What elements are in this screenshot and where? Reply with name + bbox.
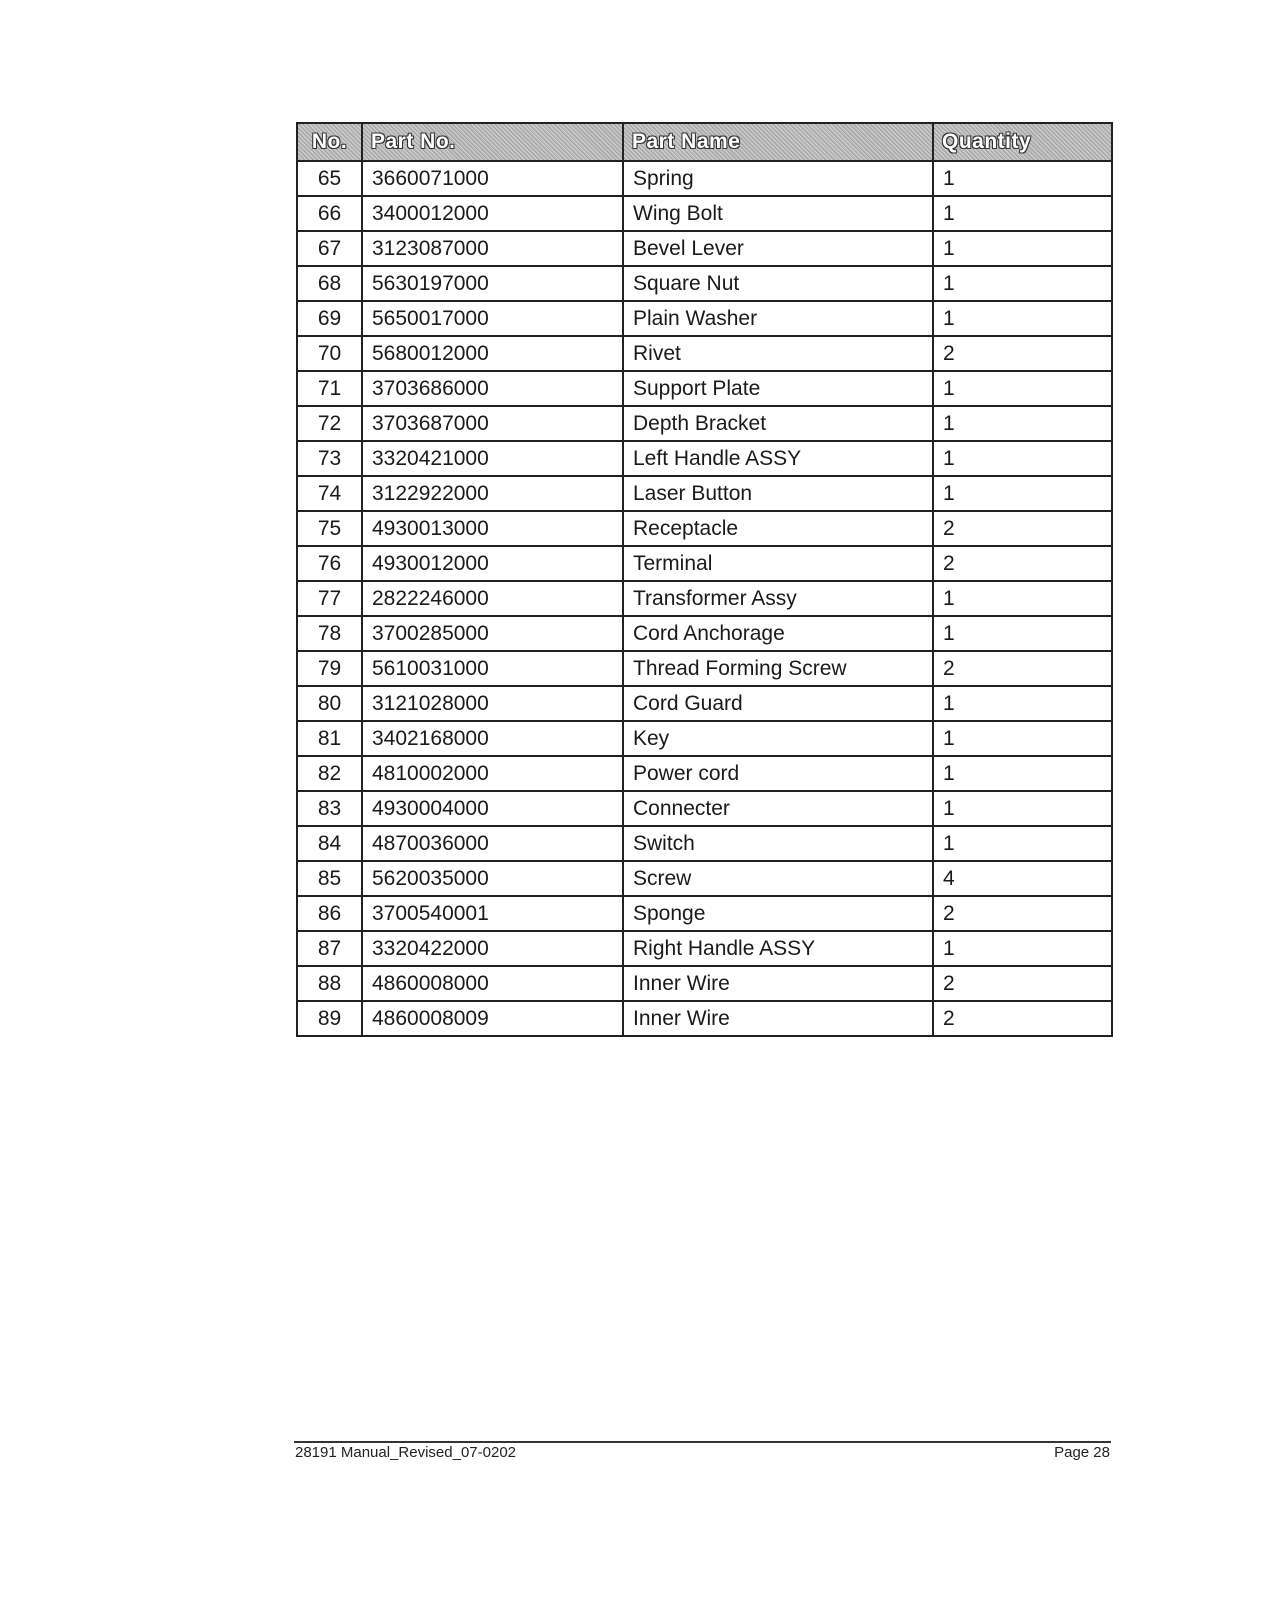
cell-quantity: 1 (933, 371, 1112, 406)
table-row (297, 371, 1112, 406)
cell-part-name: Connecter (623, 791, 933, 826)
cell-part-name: Cord Guard (623, 686, 933, 721)
table-row (297, 1001, 1112, 1036)
cell-part-name: Inner Wire (623, 966, 933, 1001)
table-row (297, 861, 1112, 896)
cell-part-name: Support Plate (623, 371, 933, 406)
cell-part-no: 3123087000 (362, 231, 623, 266)
table-row (297, 721, 1112, 756)
cell-part-no: 4930004000 (362, 791, 623, 826)
table-row (297, 756, 1112, 791)
cell-part-name: Power cord (623, 756, 933, 791)
table-row (297, 511, 1112, 546)
cell-quantity: 1 (933, 161, 1112, 196)
cell-part-no: 5630197000 (362, 266, 623, 301)
cell-part-name: Depth Bracket (623, 406, 933, 441)
cell-no: 71 (297, 371, 362, 406)
cell-no: 83 (297, 791, 362, 826)
cell-no: 79 (297, 651, 362, 686)
cell-part-no: 3700540001 (362, 896, 623, 931)
table-row (297, 441, 1112, 476)
cell-part-name: Transformer Assy (623, 581, 933, 616)
cell-no: 82 (297, 756, 362, 791)
cell-no: 74 (297, 476, 362, 511)
cell-quantity: 1 (933, 721, 1112, 756)
cell-quantity: 2 (933, 651, 1112, 686)
cell-part-name: Switch (623, 826, 933, 861)
table-row (297, 301, 1112, 336)
cell-part-no: 3400012000 (362, 196, 623, 231)
cell-part-name: Inner Wire (623, 1001, 933, 1036)
cell-quantity: 2 (933, 896, 1112, 931)
cell-part-no: 4930013000 (362, 511, 623, 546)
cell-part-no: 3700285000 (362, 616, 623, 651)
header-quantity: Quantity (933, 123, 1112, 161)
cell-no: 76 (297, 546, 362, 581)
cell-no: 78 (297, 616, 362, 651)
table-row (297, 791, 1112, 826)
cell-part-name: Laser Button (623, 476, 933, 511)
cell-quantity: 1 (933, 476, 1112, 511)
cell-part-name: Thread Forming Screw (623, 651, 933, 686)
cell-part-no: 3402168000 (362, 721, 623, 756)
table-row (297, 581, 1112, 616)
cell-no: 89 (297, 1001, 362, 1036)
footer-document-name: 28191 Manual_Revised_07-0202 (295, 1444, 517, 1461)
table-row (297, 651, 1112, 686)
cell-quantity: 2 (933, 511, 1112, 546)
cell-part-name: Screw (623, 861, 933, 896)
cell-quantity: 1 (933, 931, 1112, 966)
cell-no: 66 (297, 196, 362, 231)
cell-part-name: Cord Anchorage (623, 616, 933, 651)
cell-no: 69 (297, 301, 362, 336)
table-header (297, 123, 1112, 161)
cell-no: 88 (297, 966, 362, 1001)
cell-part-no: 5610031000 (362, 651, 623, 686)
cell-part-name: Square Nut (623, 266, 933, 301)
cell-no: 75 (297, 511, 362, 546)
cell-part-no: 3320421000 (362, 441, 623, 476)
cell-part-name: Bevel Lever (623, 231, 933, 266)
footer-page-number: Page 28 (1054, 1444, 1110, 1461)
cell-part-name: Wing Bolt (623, 196, 933, 231)
cell-part-no: 4860008000 (362, 966, 623, 1001)
cell-quantity: 2 (933, 336, 1112, 371)
header-no: No. (297, 123, 362, 161)
cell-quantity: 2 (933, 1001, 1112, 1036)
cell-no: 67 (297, 231, 362, 266)
cell-quantity: 1 (933, 231, 1112, 266)
cell-quantity: 1 (933, 301, 1112, 336)
cell-part-no: 3320422000 (362, 931, 623, 966)
table-row (297, 931, 1112, 966)
cell-part-name: Key (623, 721, 933, 756)
cell-part-no: 5620035000 (362, 861, 623, 896)
header-part-name: Part Name (623, 123, 933, 161)
cell-quantity: 1 (933, 791, 1112, 826)
cell-no: 72 (297, 406, 362, 441)
cell-no: 73 (297, 441, 362, 476)
header-part-no: Part No. (362, 123, 623, 161)
cell-part-name: Rivet (623, 336, 933, 371)
cell-no: 80 (297, 686, 362, 721)
cell-part-no: 4930012000 (362, 546, 623, 581)
table-row (297, 616, 1112, 651)
cell-quantity: 1 (933, 406, 1112, 441)
cell-part-no: 4860008009 (362, 1001, 623, 1036)
table-row (297, 896, 1112, 931)
cell-quantity: 1 (933, 441, 1112, 476)
cell-no: 65 (297, 161, 362, 196)
table-row (297, 476, 1112, 511)
cell-part-name: Plain Washer (623, 301, 933, 336)
cell-no: 70 (297, 336, 362, 371)
cell-no: 87 (297, 931, 362, 966)
table-row (297, 336, 1112, 371)
cell-part-name: Sponge (623, 896, 933, 931)
cell-quantity: 1 (933, 686, 1112, 721)
footer-rule (294, 1441, 1111, 1443)
cell-no: 84 (297, 826, 362, 861)
cell-no: 81 (297, 721, 362, 756)
cell-part-no: 3122922000 (362, 476, 623, 511)
cell-quantity: 2 (933, 546, 1112, 581)
cell-part-name: Terminal (623, 546, 933, 581)
cell-quantity: 2 (933, 966, 1112, 1001)
cell-quantity: 1 (933, 826, 1112, 861)
cell-part-no: 5680012000 (362, 336, 623, 371)
cell-quantity: 4 (933, 861, 1112, 896)
cell-part-no: 4870036000 (362, 826, 623, 861)
cell-part-no: 5650017000 (362, 301, 623, 336)
cell-part-no: 3660071000 (362, 161, 623, 196)
table-row (297, 406, 1112, 441)
cell-part-name: Left Handle ASSY (623, 441, 933, 476)
table-row (297, 266, 1112, 301)
table-row (297, 546, 1112, 581)
header-row (297, 123, 1112, 161)
cell-part-no: 3703686000 (362, 371, 623, 406)
cell-quantity: 1 (933, 196, 1112, 231)
cell-quantity: 1 (933, 266, 1112, 301)
cell-no: 77 (297, 581, 362, 616)
table-row (297, 231, 1112, 266)
cell-no: 85 (297, 861, 362, 896)
cell-part-name: Right Handle ASSY (623, 931, 933, 966)
cell-part-name: Receptacle (623, 511, 933, 546)
table-row (297, 966, 1112, 1001)
cell-part-no: 3703687000 (362, 406, 623, 441)
cell-part-no: 2822246000 (362, 581, 623, 616)
table-body (297, 161, 1112, 1036)
cell-part-no: 4810002000 (362, 756, 623, 791)
cell-part-name: Spring (623, 161, 933, 196)
table-row (297, 686, 1112, 721)
parts-table (296, 122, 1113, 1037)
cell-quantity: 1 (933, 616, 1112, 651)
table-row (297, 826, 1112, 861)
table-row (297, 196, 1112, 231)
cell-part-no: 3121028000 (362, 686, 623, 721)
cell-quantity: 1 (933, 756, 1112, 791)
cell-no: 86 (297, 896, 362, 931)
cell-quantity: 1 (933, 581, 1112, 616)
cell-no: 68 (297, 266, 362, 301)
table-row (297, 161, 1112, 196)
